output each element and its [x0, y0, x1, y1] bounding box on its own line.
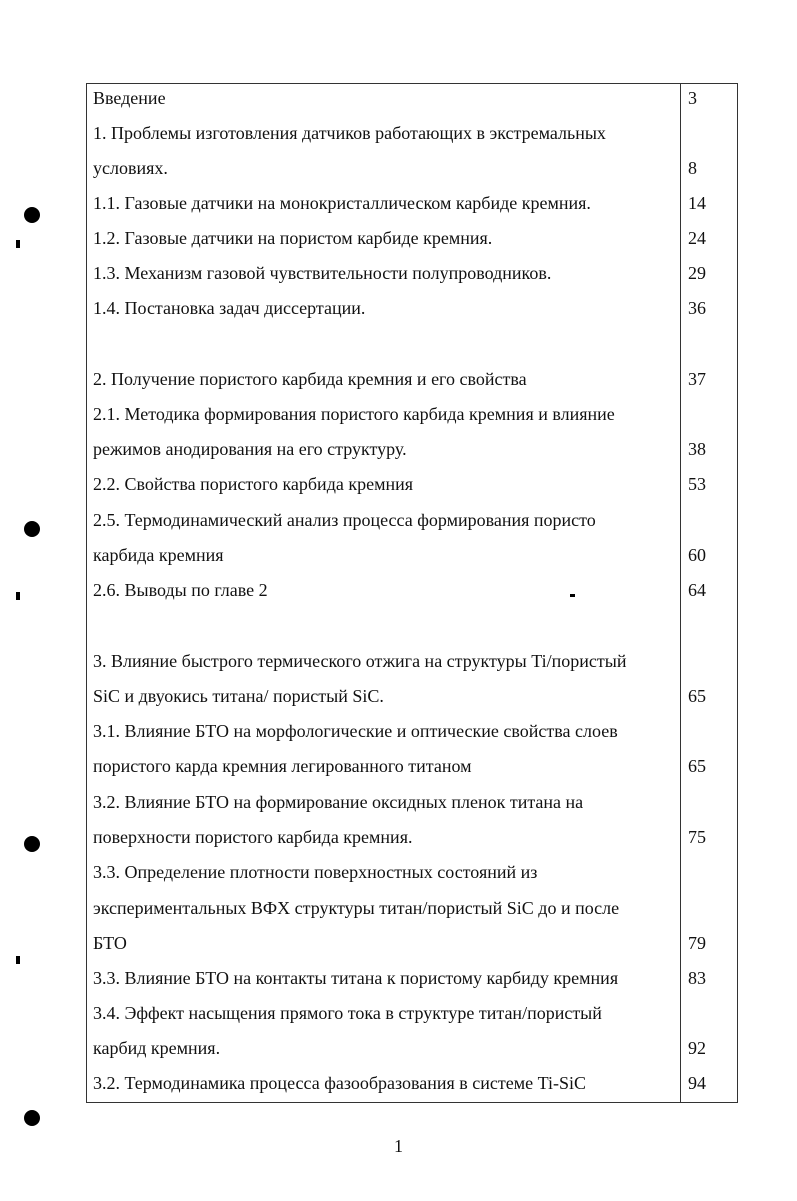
- toc-entry-text: карбида кремния: [93, 545, 224, 565]
- toc-entry-text: 1.2. Газовые датчики на пористом карбиде кремния.: [93, 228, 493, 248]
- page-number: 1: [394, 1136, 403, 1156]
- toc-entry-page: 24: [688, 228, 706, 248]
- toc-entry-page: 37: [688, 369, 706, 389]
- punch-hole-mark: [24, 207, 40, 223]
- toc-entry-text: карбид кремния.: [93, 1038, 221, 1058]
- toc-entry-page: 65: [688, 686, 706, 706]
- toc-entry-page: 38: [688, 439, 706, 459]
- toc-entry-text: 2.1. Методика формирования пористого карбида кремния и влияние: [93, 404, 615, 424]
- toc-entry-page: 79: [688, 933, 706, 953]
- toc-entry-text: Введение: [93, 88, 166, 108]
- toc-entry-text: 2.5. Термодинамический анализ процесса формирования пористо: [93, 510, 596, 530]
- scan-mark: [16, 240, 20, 248]
- toc-entry-text: пористого карда кремния легированного титаном: [93, 756, 472, 776]
- toc-entry-text: 2.6. Выводы по главе 2: [93, 580, 268, 600]
- toc-entry-page: 53: [688, 474, 706, 494]
- toc-entry-page: 92: [688, 1038, 706, 1058]
- toc-column-divider: [680, 83, 681, 1103]
- toc-entry-page: 94: [688, 1073, 706, 1093]
- toc-entry-text: БТО: [93, 933, 127, 953]
- toc-entry-page: 36: [688, 298, 706, 318]
- toc-entry-page: 3: [688, 88, 697, 108]
- scan-mark: [16, 956, 20, 964]
- toc-entry-text: SiC и двуокись титана/ пористый SiC.: [93, 686, 384, 706]
- punch-hole-mark: [24, 521, 40, 537]
- toc-entry-text: 3.3. Влияние БТО на контакты титана к пористому карбиду кремния: [93, 968, 619, 988]
- toc-entry-page: 14: [688, 193, 706, 213]
- punch-hole-mark: [24, 1110, 40, 1126]
- toc-entry-page: 64: [688, 580, 706, 600]
- toc-entry-text: 3.4. Эффект насыщения прямого тока в структуре титан/пористый: [93, 1003, 602, 1023]
- toc-entry-text: 1.1. Газовые датчики на монокристаллическом карбиде кремния.: [93, 193, 591, 213]
- scan-mark: [16, 592, 20, 600]
- toc-entry-text: 3.2. Влияние БТО на формирование оксидных пленок титана на: [93, 792, 584, 812]
- toc-entry-text: экспериментальных ВФХ структуры титан/пористый SiC до и после: [93, 898, 620, 918]
- toc-entry-page: 83: [688, 968, 706, 988]
- toc-entry-text: 1.3. Механизм газовой чувствительности полупроводников.: [93, 263, 552, 283]
- toc-entry-text: 1. Проблемы изготовления датчиков работающих в экстремальных: [93, 123, 606, 143]
- toc-entry-text: режимов анодирования на его структуру.: [93, 439, 407, 459]
- toc-entry-text: поверхности пористого карбида кремния.: [93, 827, 413, 847]
- toc-entry-text: 3.1. Влияние БТО на морфологические и оптические свойства слоев: [93, 721, 618, 741]
- toc-entry-text: 2. Получение пористого карбида кремния и его свойства: [93, 369, 527, 389]
- toc-entry-text: 3.3. Определение плотности поверхностных состояний из: [93, 862, 538, 882]
- toc-entry-text: 2.2. Свойства пористого карбида кремния: [93, 474, 414, 494]
- scan-mark: [570, 594, 575, 597]
- toc-entry-page: 29: [688, 263, 706, 283]
- toc-entry-text: 3. Влияние быстрого термического отжига на структуры Ti/пористый: [93, 651, 627, 671]
- toc-entry-page: 65: [688, 756, 706, 776]
- punch-hole-mark: [24, 836, 40, 852]
- toc-entry-page: 75: [688, 827, 706, 847]
- toc-entry-page: 60: [688, 545, 706, 565]
- toc-entry-text: 3.2. Термодинамика процесса фазообразования в системе Ti-SiC: [93, 1073, 587, 1093]
- toc-entry-text: 1.4. Постановка задач диссертации.: [93, 298, 366, 318]
- toc-entry-page: 8: [688, 158, 697, 178]
- toc-entry-text: условиях.: [93, 158, 168, 178]
